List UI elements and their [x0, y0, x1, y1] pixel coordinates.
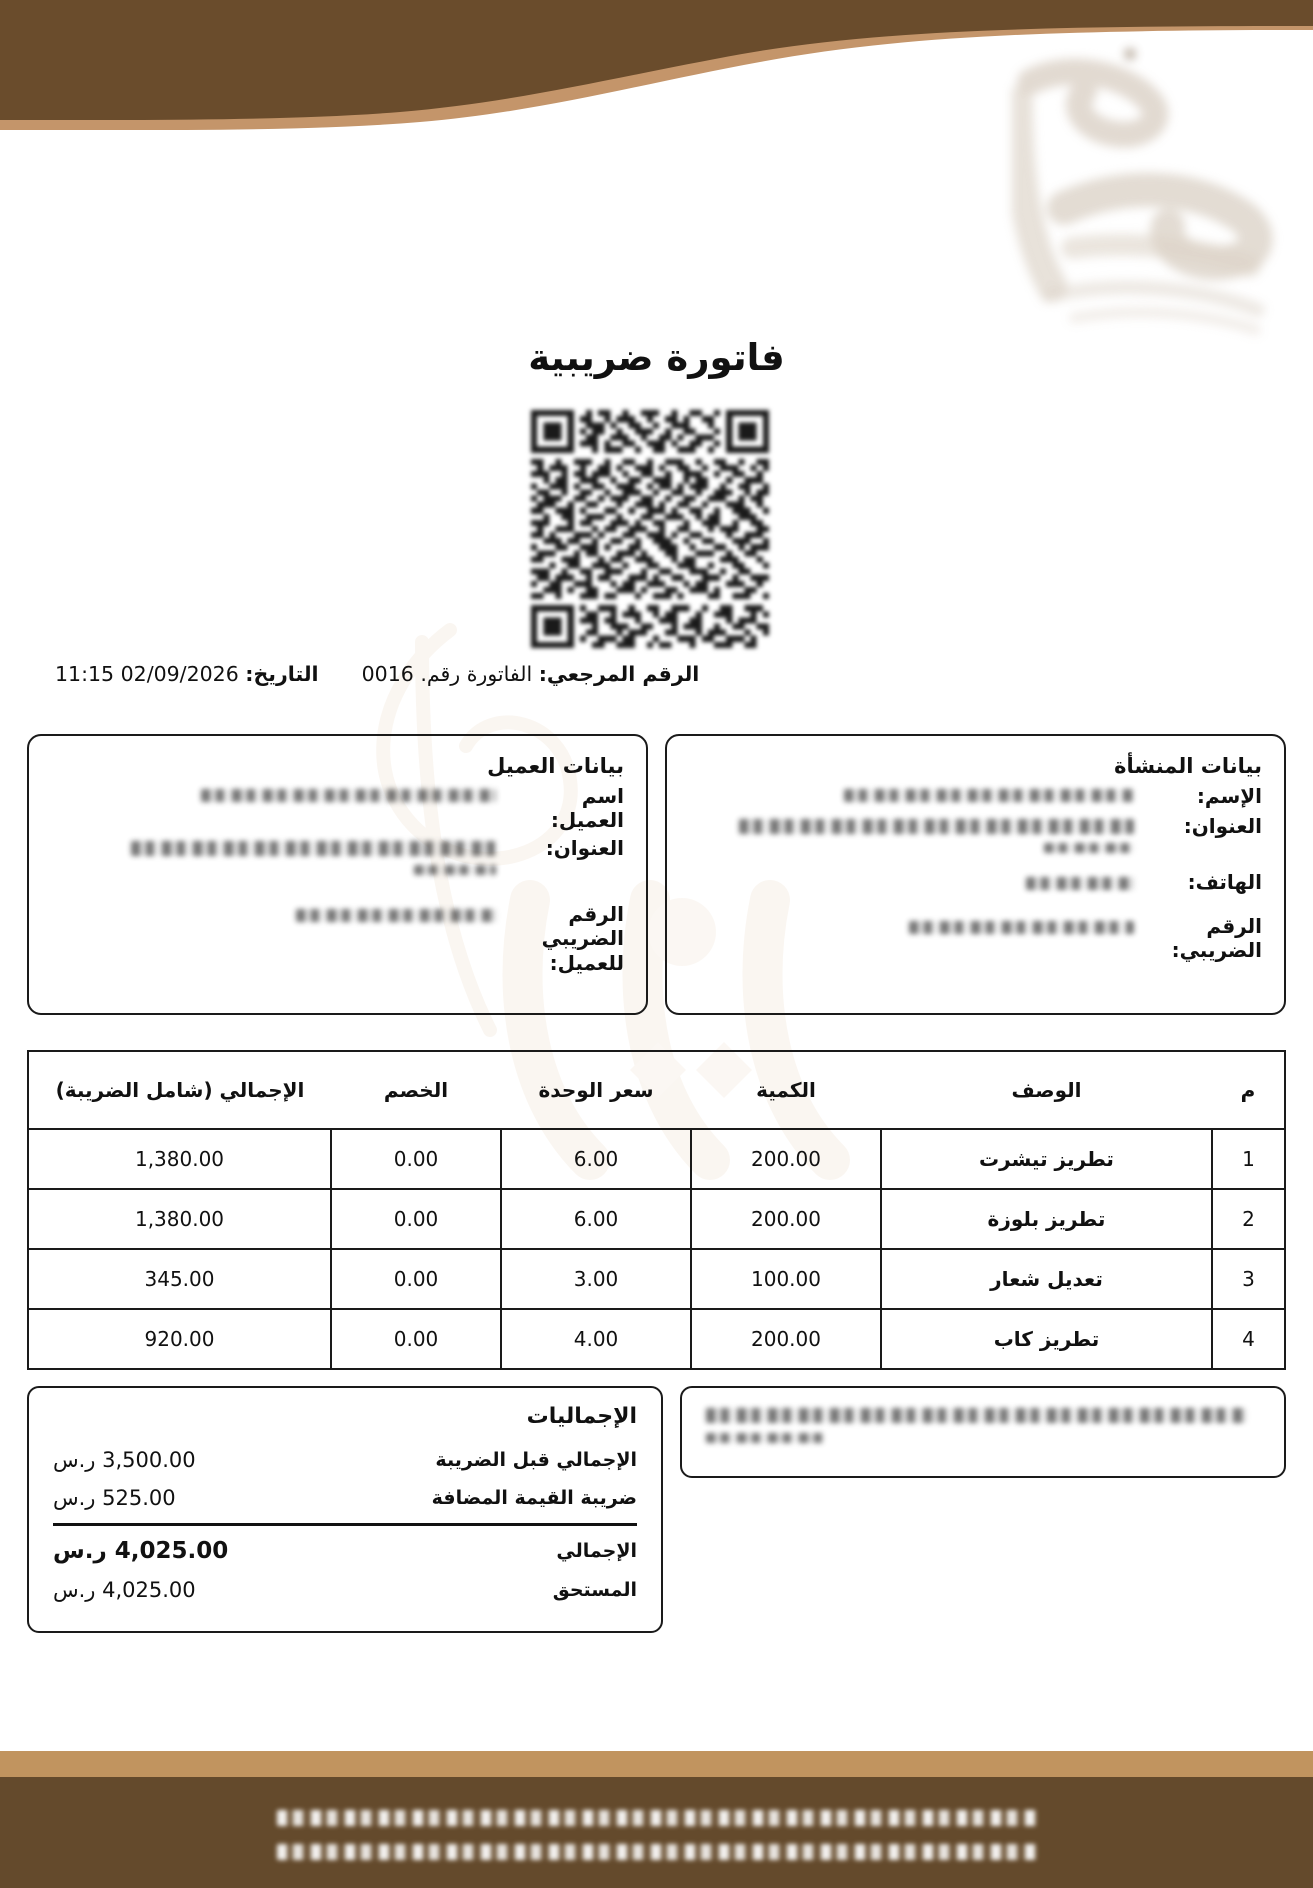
cell-discount: 0.00	[331, 1309, 501, 1369]
redacted-bar	[844, 789, 1134, 802]
cell-description: تطريز تيشرت	[881, 1129, 1212, 1189]
customer-address-value	[51, 836, 496, 875]
customer-info-heading: بيانات العميل	[487, 754, 624, 778]
zatca-qr-code	[514, 404, 786, 654]
redacted-bar	[1044, 843, 1134, 853]
redacted-bar	[909, 921, 1134, 934]
parties-info-row	[27, 734, 1286, 1015]
header-wave-brown	[0, 0, 1313, 120]
subtotal-label: الإجمالي قبل الضريبة	[435, 1449, 637, 1471]
cell-unit-price: 4.00	[501, 1309, 691, 1369]
invoice-items-table-container	[27, 1050, 1286, 1370]
redacted-bar	[131, 841, 496, 856]
reference-number-value: الفاتورة رقم. 0016	[361, 662, 533, 686]
column-header-total: الإجمالي (شامل الضريبة)	[28, 1051, 331, 1129]
cell-description: تطريز بلوزة	[881, 1189, 1212, 1249]
customer-address-label: العنوان:	[545, 835, 624, 860]
totals-card	[27, 1386, 663, 1633]
establishment-vat-number-value	[689, 916, 1134, 943]
cell-discount: 0.00	[331, 1129, 501, 1189]
cell-total: 920.00	[28, 1309, 331, 1369]
notes-card	[680, 1386, 1286, 1478]
cell-total: 345.00	[28, 1249, 331, 1309]
invoice-items-table	[27, 1050, 1286, 1370]
vat-label: ضريبة القيمة المضافة	[431, 1487, 637, 1509]
establishment-address-value	[689, 814, 1134, 853]
vat-value: 525.00 ر.س	[53, 1486, 176, 1510]
redacted-bar	[706, 1408, 1246, 1423]
invoice-date-value: 02/09/2026 11:15	[55, 662, 239, 686]
cell-index: 4	[1212, 1309, 1285, 1369]
establishment-name-value	[689, 784, 1134, 811]
establishment-info-card	[665, 734, 1286, 1015]
table-row	[28, 1249, 1285, 1309]
footer-contact-text	[0, 1803, 1313, 1871]
header-wave-tan	[0, 0, 1313, 130]
customer-name-label: اسم العميل:	[550, 784, 624, 833]
cell-unit-price: 6.00	[501, 1189, 691, 1249]
customer-vat-number-value	[51, 904, 496, 931]
redacted-bar	[277, 1844, 1037, 1860]
column-header-index: م	[1212, 1051, 1285, 1129]
redacted-bar	[277, 1810, 1037, 1826]
page-footer	[0, 1751, 1313, 1888]
grand-total-label: الإجمالي	[556, 1540, 637, 1562]
total-line-grand	[53, 1523, 637, 1571]
table-row	[28, 1189, 1285, 1249]
establishment-phone-value	[689, 872, 1134, 899]
invoice-bottom-row	[27, 1386, 1286, 1633]
redacted-bar	[739, 819, 1134, 834]
company-logo-icon	[1012, 42, 1290, 342]
totals-heading: الإجماليات	[526, 1404, 637, 1429]
redacted-bar	[1026, 877, 1134, 890]
establishment-address-label: العنوان:	[1183, 814, 1262, 838]
cell-index: 1	[1212, 1129, 1285, 1189]
subtotal-value: 3,500.00 ر.س	[53, 1448, 196, 1472]
cell-description: تعديل شعار	[881, 1249, 1212, 1309]
redacted-bar	[201, 789, 496, 802]
cell-quantity: 100.00	[691, 1249, 881, 1309]
column-header-discount: الخصم	[331, 1051, 501, 1129]
cell-unit-price: 6.00	[501, 1129, 691, 1189]
cell-index: 2	[1212, 1189, 1285, 1249]
table-row	[28, 1309, 1285, 1369]
document-title: فاتورة ضريبية	[528, 336, 785, 379]
total-line-vat	[53, 1479, 637, 1517]
invoice-meta-line	[0, 662, 1313, 686]
cell-total: 1,380.00	[28, 1189, 331, 1249]
invoice-date-label: التاريخ:	[245, 662, 319, 686]
cell-unit-price: 3.00	[501, 1249, 691, 1309]
total-line-subtotal	[53, 1441, 637, 1479]
cell-total: 1,380.00	[28, 1129, 331, 1189]
customer-info-card	[27, 734, 648, 1015]
reference-number-label: الرقم المرجعي:	[538, 662, 700, 686]
establishment-name-label: الإسم:	[1196, 784, 1262, 808]
establishment-vat-number-label: الرقم الضريبي:	[1171, 914, 1262, 963]
grand-total-value: 4,025.00 ر.س	[53, 1538, 229, 1564]
redacted-bar	[296, 909, 496, 922]
footer-accent-strip	[0, 1751, 1313, 1777]
table-row	[28, 1129, 1285, 1189]
amount-due-label: المستحق	[552, 1579, 637, 1601]
establishment-phone-label: الهاتف:	[1187, 870, 1262, 894]
customer-name-value	[51, 784, 496, 811]
redacted-bar	[414, 865, 496, 875]
cell-quantity: 200.00	[691, 1129, 881, 1189]
cell-quantity: 200.00	[691, 1189, 881, 1249]
redacted-bar	[706, 1433, 824, 1443]
amount-due-value: 4,025.00 ر.س	[53, 1578, 196, 1602]
header-wave-decoration	[0, 0, 1313, 130]
footer-body	[0, 1777, 1313, 1888]
cell-quantity: 200.00	[691, 1309, 881, 1369]
cell-discount: 0.00	[331, 1189, 501, 1249]
establishment-info-heading: بيانات المنشأة	[1114, 754, 1262, 778]
column-header-description: الوصف	[881, 1051, 1212, 1129]
column-header-quantity: الكمية	[691, 1051, 881, 1129]
cell-index: 3	[1212, 1249, 1285, 1309]
cell-discount: 0.00	[331, 1249, 501, 1309]
customer-vat-number-label: الرقم الضريبي للعميل:	[541, 901, 624, 975]
table-header-row	[28, 1051, 1285, 1129]
column-header-unit-price: سعر الوحدة	[501, 1051, 691, 1129]
total-line-due	[53, 1571, 637, 1609]
cell-description: تطريز كاب	[881, 1309, 1212, 1369]
